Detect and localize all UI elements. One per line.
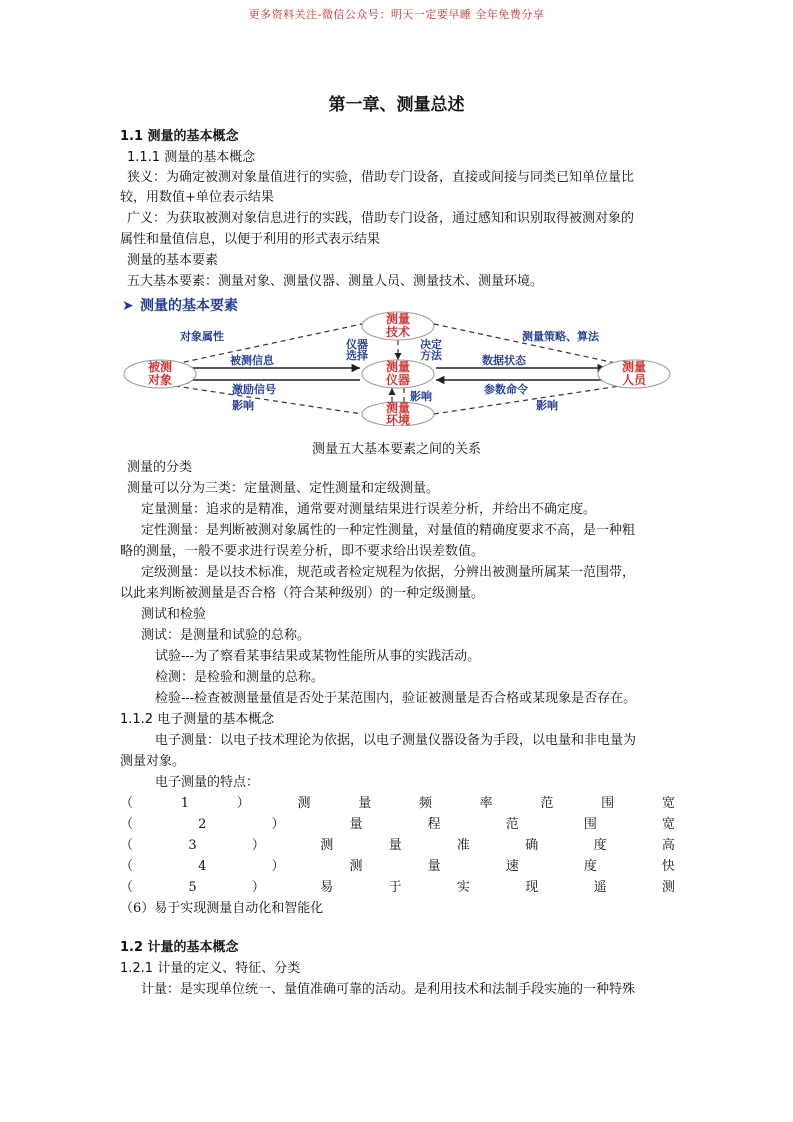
svg-text:测量: 测量 <box>385 401 411 415</box>
paragraph-line: 测量的分类 <box>127 460 193 475</box>
paragraph-line: 定量测量：追求的是精准，通常要对测量结果进行误差分析，并给出不确定度。 <box>141 502 597 517</box>
label-excitation: 激励信号 <box>232 383 276 396</box>
top-banner: 更多资料关注-微信公众号：明天一定要早睡 全年免费分享 <box>248 8 545 21</box>
paragraph-line: 试验---为了察看某事结果或某物性能所从事的实践活动。 <box>155 649 481 664</box>
node-instrument <box>362 359 434 388</box>
node-environment <box>362 400 434 426</box>
label-attr: 对象属性 <box>180 330 224 343</box>
paragraph-line: 测试和检验 <box>141 607 207 622</box>
label-influence-right: 影响 <box>536 399 558 412</box>
paragraph-line: 电子测量：以电子技术理论为依据，以电子测量仪器设备为手段，以电量和非电量为 <box>155 733 637 748</box>
paragraph-line: 以此来判断被测量是否合格（符合某种级别）的一种定级测量。 <box>120 586 485 601</box>
label-measured-info: 被测信息 <box>230 354 274 367</box>
paragraph-line: 测量对象。 <box>120 754 186 769</box>
paragraph-line: 略的测量，一般不要求进行误差分析，即不要求给出误差数值。 <box>120 544 485 559</box>
label-influence-left: 影响 <box>232 399 254 412</box>
svg-text:测量: 测量 <box>385 360 411 374</box>
paragraph-line: 定级测量：是以技术标准，规范或者检定规程为依据，分辨出被测量所属某一范围带， <box>141 565 636 580</box>
label-decide: 方法 <box>420 349 442 362</box>
five-elements-diagram <box>120 296 680 426</box>
section-heading-1-2: 1.2 计量的基本概念 <box>120 940 239 955</box>
paragraph-line: 广义：为获取被测对象信息进行的实践，借助专门设备，通过感知和识别取得被测对象的 <box>127 211 635 226</box>
figure-caption: 测量五大基本要素之间的关系 <box>311 442 481 457</box>
label-strategy: 测量策略、算法 <box>522 330 599 343</box>
paragraph-line: 检测：是检验和测量的总称。 <box>155 670 325 685</box>
svg-text:人员: 人员 <box>621 373 647 387</box>
paragraph-line: 计量：是实现单位统一、量值准确可靠的活动。是利用技术和法制手段实施的一种特殊 <box>141 982 636 997</box>
node-technique <box>362 311 434 340</box>
svg-text:环境: 环境 <box>385 413 411 426</box>
svg-text:仪器: 仪器 <box>385 373 411 387</box>
paragraph-line: 狭义：为确定被测对象量值进行的实验，借助专门设备，直接或间接与同类已知单位量比 <box>127 170 635 185</box>
page-title: 第一章、测量总述 <box>328 95 465 115</box>
label-decide: 决定 <box>420 338 442 351</box>
label-influence-mid: 影响 <box>410 390 432 403</box>
label-param-cmd: 参数命令 <box>484 383 528 396</box>
paragraph-line: 属性和量值信息，以便于利用的形式表示结果 <box>120 232 381 247</box>
svg-text:技术: 技术 <box>385 325 411 339</box>
feature-item: （ 3 ） 测 量 准 确 度 高 <box>120 838 675 853</box>
svg-text:被测: 被测 <box>147 360 173 374</box>
svg-text:测量: 测量 <box>385 312 411 326</box>
feature-item: （ 5 ） 易 于 实 现 遥 测 <box>120 880 675 895</box>
feature-item: （ 2 ） 量 程 范 围 宽 <box>120 817 675 832</box>
paragraph-line: 电子测量的特点： <box>155 775 260 790</box>
paragraph-line: 检验---检查被测量量值是否处于某范围内，验证被测量是否合格或某现象是否存在。 <box>155 691 637 706</box>
paragraph-line: 较，用数值+单位表示结果 <box>120 190 274 205</box>
section-heading-1-1: 1.1 测量的基本概念 <box>120 129 239 144</box>
paragraph-line: 测量可以分为三类：定量测量、定性测量和定级测量。 <box>127 481 440 496</box>
label-data-state: 数据状态 <box>482 354 526 367</box>
diagram-arrow-icon: ➤ <box>122 298 134 314</box>
node-object <box>124 359 196 388</box>
feature-item: （ 4 ） 测 量 速 度 快 <box>120 859 675 874</box>
paragraph-line: 测量的基本要素 <box>127 253 219 268</box>
node-personnel <box>598 359 670 388</box>
subsection-heading-1-2-1: 1.2.1 计量的定义、特征、分类 <box>120 961 301 976</box>
svg-text:测量: 测量 <box>621 360 647 374</box>
feature-item: （ 1 ） 测 量 频 率 范 围 宽 <box>120 796 675 811</box>
paragraph-line: 定性测量：是判断被测对象属性的一种定性测量，对量值的精确度要求不高，是一种粗 <box>141 523 636 538</box>
diagram-heading: 测量的基本要素 <box>140 298 238 314</box>
feature-item: （6）易于实现测量自动化和智能化 <box>120 901 324 916</box>
subsection-heading-1-1-1: 1.1.1 测量的基本概念 <box>127 150 256 165</box>
label-select: 仪器 <box>346 338 368 351</box>
paragraph-line: 测试：是测量和试验的总称。 <box>141 628 311 643</box>
subsection-heading-1-1-2: 1.1.2 电子测量的基本概念 <box>120 712 275 727</box>
svg-text:对象: 对象 <box>147 373 173 387</box>
label-select: 选择 <box>346 349 368 362</box>
paragraph-line: 五大基本要素：测量对象、测量仪器、测量人员、测量技术、测量环境。 <box>127 274 544 289</box>
